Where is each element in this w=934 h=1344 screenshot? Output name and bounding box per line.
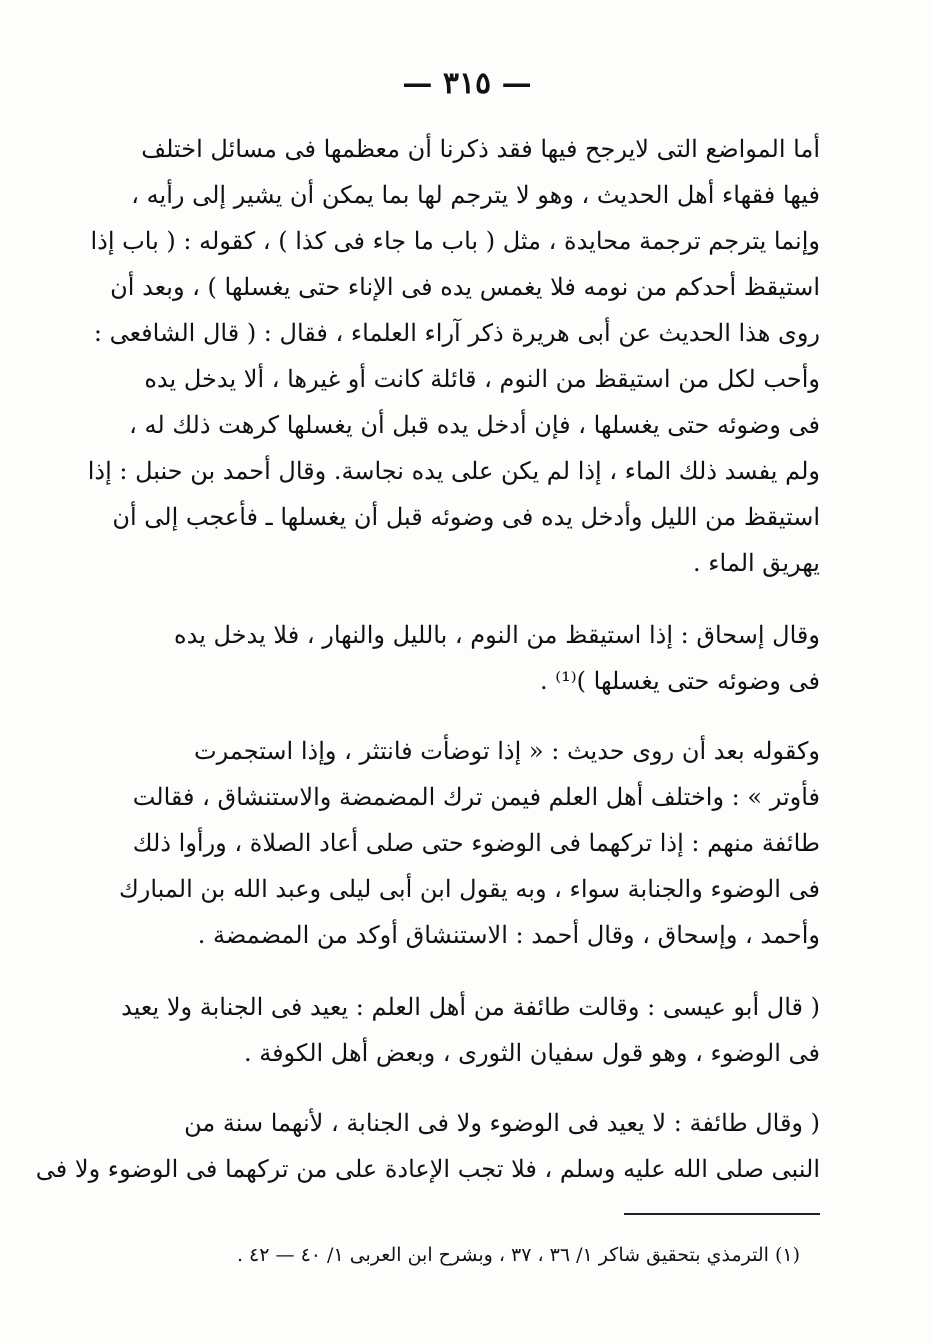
- text-line: فى الوضوء ، وهو قول سفيان الثورى ، وبعض أهل الكوفة .: [243, 1039, 820, 1067]
- footnote-divider: [624, 1213, 820, 1215]
- text-line: استيقظ من الليل وأدخل يده فى وضوئه قبل أن يغسلها ـ فأعجب إلى أن: [112, 503, 820, 531]
- text-line: يهريق الماء .: [692, 549, 820, 577]
- text-line: فى الوضوء والجنابة سواء ، وبه يقول ابن أبى ليلى وعبد الله بن المبارك: [118, 875, 820, 903]
- text-line: وإنما يترجم ترجمة محايدة ، مثل ( باب ما جاء فى كذا ) ، كقوله : ( باب إذا: [90, 227, 820, 255]
- paragraph-2: [150, 612, 820, 704]
- text-line: فيها فقهاء أهل الحديث ، وهو لا يترجم لها بما يمكن أن يشير إلى رأيه ،: [131, 181, 820, 209]
- text-line: وأحمد ، وإسحاق ، وقال أحمد : الاستنشاق أوكد من المضمضة .: [197, 921, 820, 949]
- text-line: استيقظ أحدكم من نومه فلا يغمس يده فى الإناء حتى يغسلها ) ، وبعد أن: [110, 273, 820, 301]
- text-line: فى وضوئه حتى يغسلها ، فإن أدخل يده قبل أن يغسلها كرهت ذلك له ،: [129, 411, 820, 439]
- text-line: ولم يفسد ذلك الماء ، إذا لم يكن على يده نجاسة. وقال أحمد بن حنبل : إذا: [87, 457, 820, 485]
- text-line: ( وقال طائفة : لا يعيد فى الوضوء ولا فى الجنابة ، لأنهما سنة من: [184, 1109, 820, 1137]
- text-line: طائفة منهم : إذا تركهما فى الوضوء حتى صلى أعاد الصلاة ، ورأوا ذلك: [132, 829, 820, 857]
- text-line: وكقوله بعد أن روى حديث : « إذا توضأت فانتثر ، وإذا استجمرت: [193, 737, 820, 765]
- text-line: فأوتر » : واختلف أهل العلم فيمن ترك المضمضة والاستنشاق ، فقالت: [132, 783, 820, 811]
- paragraph-5: [35, 1100, 820, 1192]
- paragraph-1: [87, 126, 820, 586]
- text-line: روى هذا الحديث عن أبى هريرة ذكر آراء العلماء ، فقال : ( قال الشافعى :: [93, 319, 820, 347]
- text-line: أما المواضع التى لايرجح فيها فقد ذكرنا أن معظمها فى مسائل اختلف: [141, 135, 820, 163]
- text-line: وأحب لكل من استيقظ من النوم ، قائلة كانت أو غيرها ، ألا يدخل يده: [144, 365, 820, 393]
- text-line: ( قال أبو عيسى : وقالت طائفة من أهل العلم : يعيد فى الجنابة ولا يعيد: [121, 993, 820, 1021]
- paragraph-4: [121, 984, 820, 1076]
- footnote: (١) الترمذي بتحقيق شاكر ١/ ٣٦ ، ٣٧ ، وبشرح ابن العربى ١/ ٤٠ — ٤٢ .: [236, 1244, 800, 1266]
- page-number: — ٣١٥ —: [402, 66, 532, 101]
- text-line: فى وضوئه حتى يغسلها )⁽¹⁾ .: [539, 667, 820, 695]
- paragraph-3: [118, 728, 820, 958]
- text-line: النبى صلى الله عليه وسلم ، فلا تجب الإعادة على من تركهما فى الوضوء ولا فى: [35, 1155, 820, 1183]
- text-line: وقال إسحاق : إذا استيقظ من النوم ، بالليل والنهار ، فلا يدخل يده: [174, 621, 820, 649]
